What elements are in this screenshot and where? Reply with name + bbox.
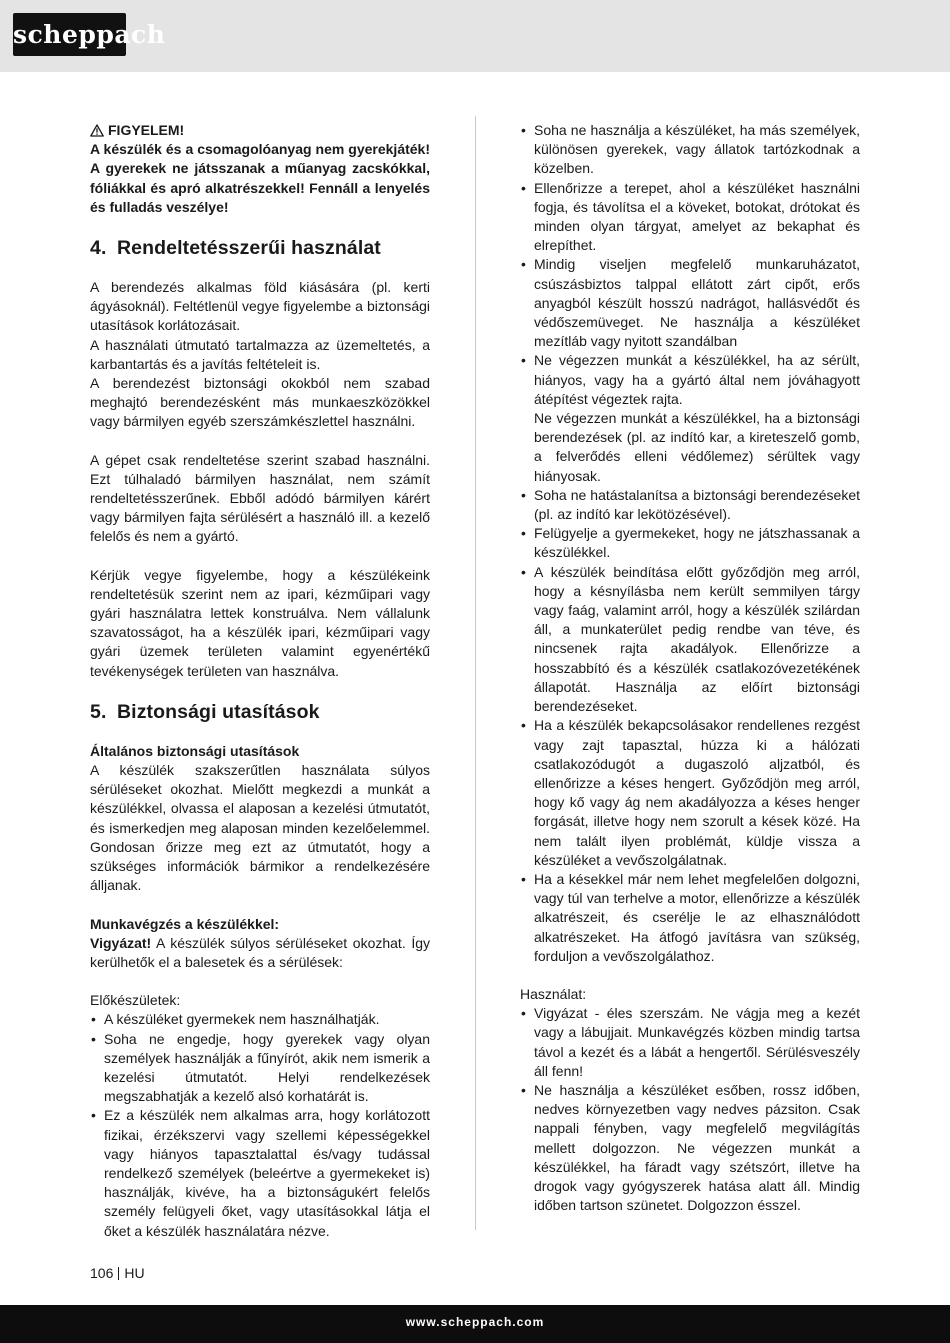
s4-paragraph-5: Kérjük vegye figyelembe, hogy a készülékeink rendeltetésük szerint nem az ipari, kézműipari vagy gyári használatra lettek konstruálva. Nem vállalunk szavatosságot, ha a készülék ipari, kézműipari vagy gyári üzemek területen valamint egyenértékű tevékenységek területen van használva.	[90, 566, 430, 679]
list-item: • Ne használja a készüléket esőben, rossz időben, nedves környezetben vagy nedves pázsiton. Csak nappali fényben, vagy megfelelő megvilágítás mellett dolgozzon. Ne végezzen munkát a készülékkel, ha fáradt vagy szétszórt, illetve ha drogok vagy gyógyszerek hatása alatt áll. Mindig időben tartson szünetet. Dolgozzon ésszel.	[520, 1081, 860, 1215]
warning-heading	[90, 121, 430, 140]
left-column	[90, 121, 430, 1241]
s4-paragraph-2: A használati útmutató tartalmazza az üzemeltetés, a karbantartás és a javítás feltételeit is.	[90, 336, 430, 372]
section-5-heading	[90, 700, 430, 724]
list-item: • Soha ne engedje, hogy gyerekek vagy olyan személyek használják a fűnyírót, akik nem ismerik a kezelési útmutatót. Helyi rendelkezések megszabhatják a kezelő alsó korhatárát is.	[90, 1030, 430, 1107]
page-header	[0, 0, 950, 72]
preparation-list	[90, 1010, 430, 1240]
footer-bar	[0, 1305, 950, 1343]
preparation-heading: Előkészületek:	[90, 992, 181, 1009]
safety-list	[520, 121, 860, 966]
section-4-title: Rendeltetésszerűi használat	[117, 237, 381, 260]
list-item: • Ha a késekkel már nem lehet megfelelően dolgozni, vagy túl van terhelve a motor, ellenőrizze a készülék alkatrészeit, és cserélje le az elhasználódott alkatrészeket. Ha átfogó javításra van szükség, forduljon a vevőszolgálathoz.	[520, 870, 860, 966]
section-4-number: 4.	[90, 237, 107, 260]
section-5-number: 5.	[90, 700, 107, 723]
s4-paragraph-1: A berendezés alkalmas föld kiásására (pl. kerti ágyásoknál). Feltétlenül vegye figyelembe a biztonsági utasítások korlátozásait.	[90, 279, 430, 334]
caution-label: Vigyázat!	[90, 934, 152, 951]
section-5-title: Biztonsági utasítások	[117, 700, 320, 723]
warning-title: FIGYELEM!	[108, 122, 185, 138]
general-safety-heading: Általános biztonsági utasítások	[90, 742, 300, 759]
s4-paragraph-3: A berendezést biztonsági okokból nem szabad meghajtó berendezésként más munkaeszközökkel vagy bármilyen egyéb szerszámkészlettel használni.	[90, 375, 430, 430]
list-item-text: Ne végezzen munkát a készülékkel, ha az sérült, hiányos, vagy ha a gyártó által nem jóváhagyott átépítést végeztek rajta.	[534, 352, 860, 407]
s4-paragraph-4: A gépet csak rendeltetése szerint szabad használni. Ezt túlhaladó bármilyen használat, nem számít rendeltetésszerűnek. Ebből adódó bármilyen kárért vagy bármilyen fajta sérülésért a használó ill. a kezelő felelős és nem a gyártó.	[90, 451, 430, 545]
column-divider	[475, 116, 476, 1230]
list-item: • Soha ne hatástalanítsa a biztonsági berendezéseket (pl. az indító kar lekötözésével).	[520, 486, 860, 524]
list-item: • Ez a készülék nem alkalmas arra, hogy korlátozott fizikai, érzékszervi vagy szellemi képességekkel vagy hiányos tapasztalattal és/vagy tudással rendelkező személyek (beleértve a gyermekeket is) használják, kivéve, ha a biztonságukért felelős személy felügyeli őket, vagy utasításokkal látja el őket a készülék használatára nézve.	[90, 1106, 430, 1240]
section-4-heading	[90, 236, 430, 260]
work-heading: Munkavégzés a készülékkel:	[90, 915, 280, 932]
list-item: • Ha a készülék bekapcsolásakor rendellenes rezgést vagy zajt tapasztal, húzza ki a hálózati csatlakozódugót a dugaszoló aljzatból, és ellenőrizze a késes hengert. Győződjön meg arról, hogy kő vagy ág nem akadályozza a késes henger forgását, illetve hogy nem szorult a kések közé. Ha nem talált ilyen problémát, küldje vissza a készüléket a vevőszolgálatnak.	[520, 716, 860, 870]
caution-text: A készülék súlyos sérüléseket okozhat. Így kerülhetők el a balesetek és a sérülések:	[90, 934, 430, 970]
list-item: • Mindig viseljen megfelelő munkaruházatot, csúszásbiztos talppal ellátott zárt cipőt, erős anyagból készült hosszú nadrágot, hallásvédőt és védőszemüveget. Ne használja a készüléket mezítláb vagy nyitott szandálban	[520, 255, 860, 351]
list-item	[520, 351, 860, 485]
language-code: HU	[124, 1265, 145, 1281]
list-item: • Ellenőrizze a terepet, ahol a készüléket használni fogja, és távolítsa el a köveket, botokat, drótokat és minden olyan tárgyat, amelyet az bekaphat és elrepíthet.	[520, 179, 860, 256]
list-item-extra: Ne végezzen munkát a készülékkel, ha a biztonsági berendezések (pl. az indító kar, a kireteszelő gomb, a felverődés elleni védőlemez) sérültek vagy hiányosak.	[534, 410, 860, 484]
list-item: • Vigyázat - éles szerszám. Ne vágja meg a kezét vagy a lábujjait. Munkavégzés közben mindig tartsa távol a kezét és a lábát a hengertől. Sérülésveszély áll fenn!	[520, 1004, 860, 1081]
list-item: • A készülék beindítása előtt győződjön meg arról, hogy a késnyílásba nem került semmilyen tárgy vagy faág, valamint arról, hogy a készülék szilárdan áll, a munkaterület pedig rendbe van téve, és nincsenek rajta akadályok. Ellenőrizze a hosszabbító és a készülék csatlakozóvezetékének állapotát. Használja az előírt biztonsági berendezéseket.	[520, 563, 860, 717]
warning-triangle-icon	[90, 124, 104, 137]
footer-separator	[118, 1267, 119, 1280]
caution-paragraph	[90, 934, 430, 972]
page-footer-info	[90, 1265, 145, 1282]
list-item: • A készüléket gyermekek nem használhatják.	[90, 1010, 430, 1029]
page-number: 106	[90, 1265, 114, 1281]
warning-text: A készülék és a csomagolóanyag nem gyerekjáték! A gyerekek ne játsszanak a műanyag zacskókkal, fóliákkal és apró alkatrészekkel! Fennáll a lenyelés és fulladás veszélye!	[90, 141, 430, 215]
general-safety-text: A készülék szakszerűtlen használata súlyos sérüléseket okozhat. Mielőtt megkezdi a munkát a készülékkel, olvassa el alaposan a kezelési útmutatót, és ismerkedjen meg alaposan minden kezelőelemmel. Gondosan őrizze meg ezt az útmutatót, hogy a szükséges információk bármikor a rendelkezésére álljanak.	[90, 762, 430, 894]
use-list	[520, 1004, 860, 1215]
use-heading: Használat:	[520, 985, 587, 1002]
brand-logo: scheppach	[13, 13, 126, 56]
right-column	[520, 121, 860, 1215]
website-url: www.scheppach.com	[405, 1315, 545, 1329]
list-item: • Felügyelje a gyermekeket, hogy ne játszhassanak a készülékkel.	[520, 524, 860, 562]
list-item: • Soha ne használja a készüléket, ha más személyek, különösen gyerekek, vagy állatok tartózkodnak a közelben.	[520, 121, 860, 179]
